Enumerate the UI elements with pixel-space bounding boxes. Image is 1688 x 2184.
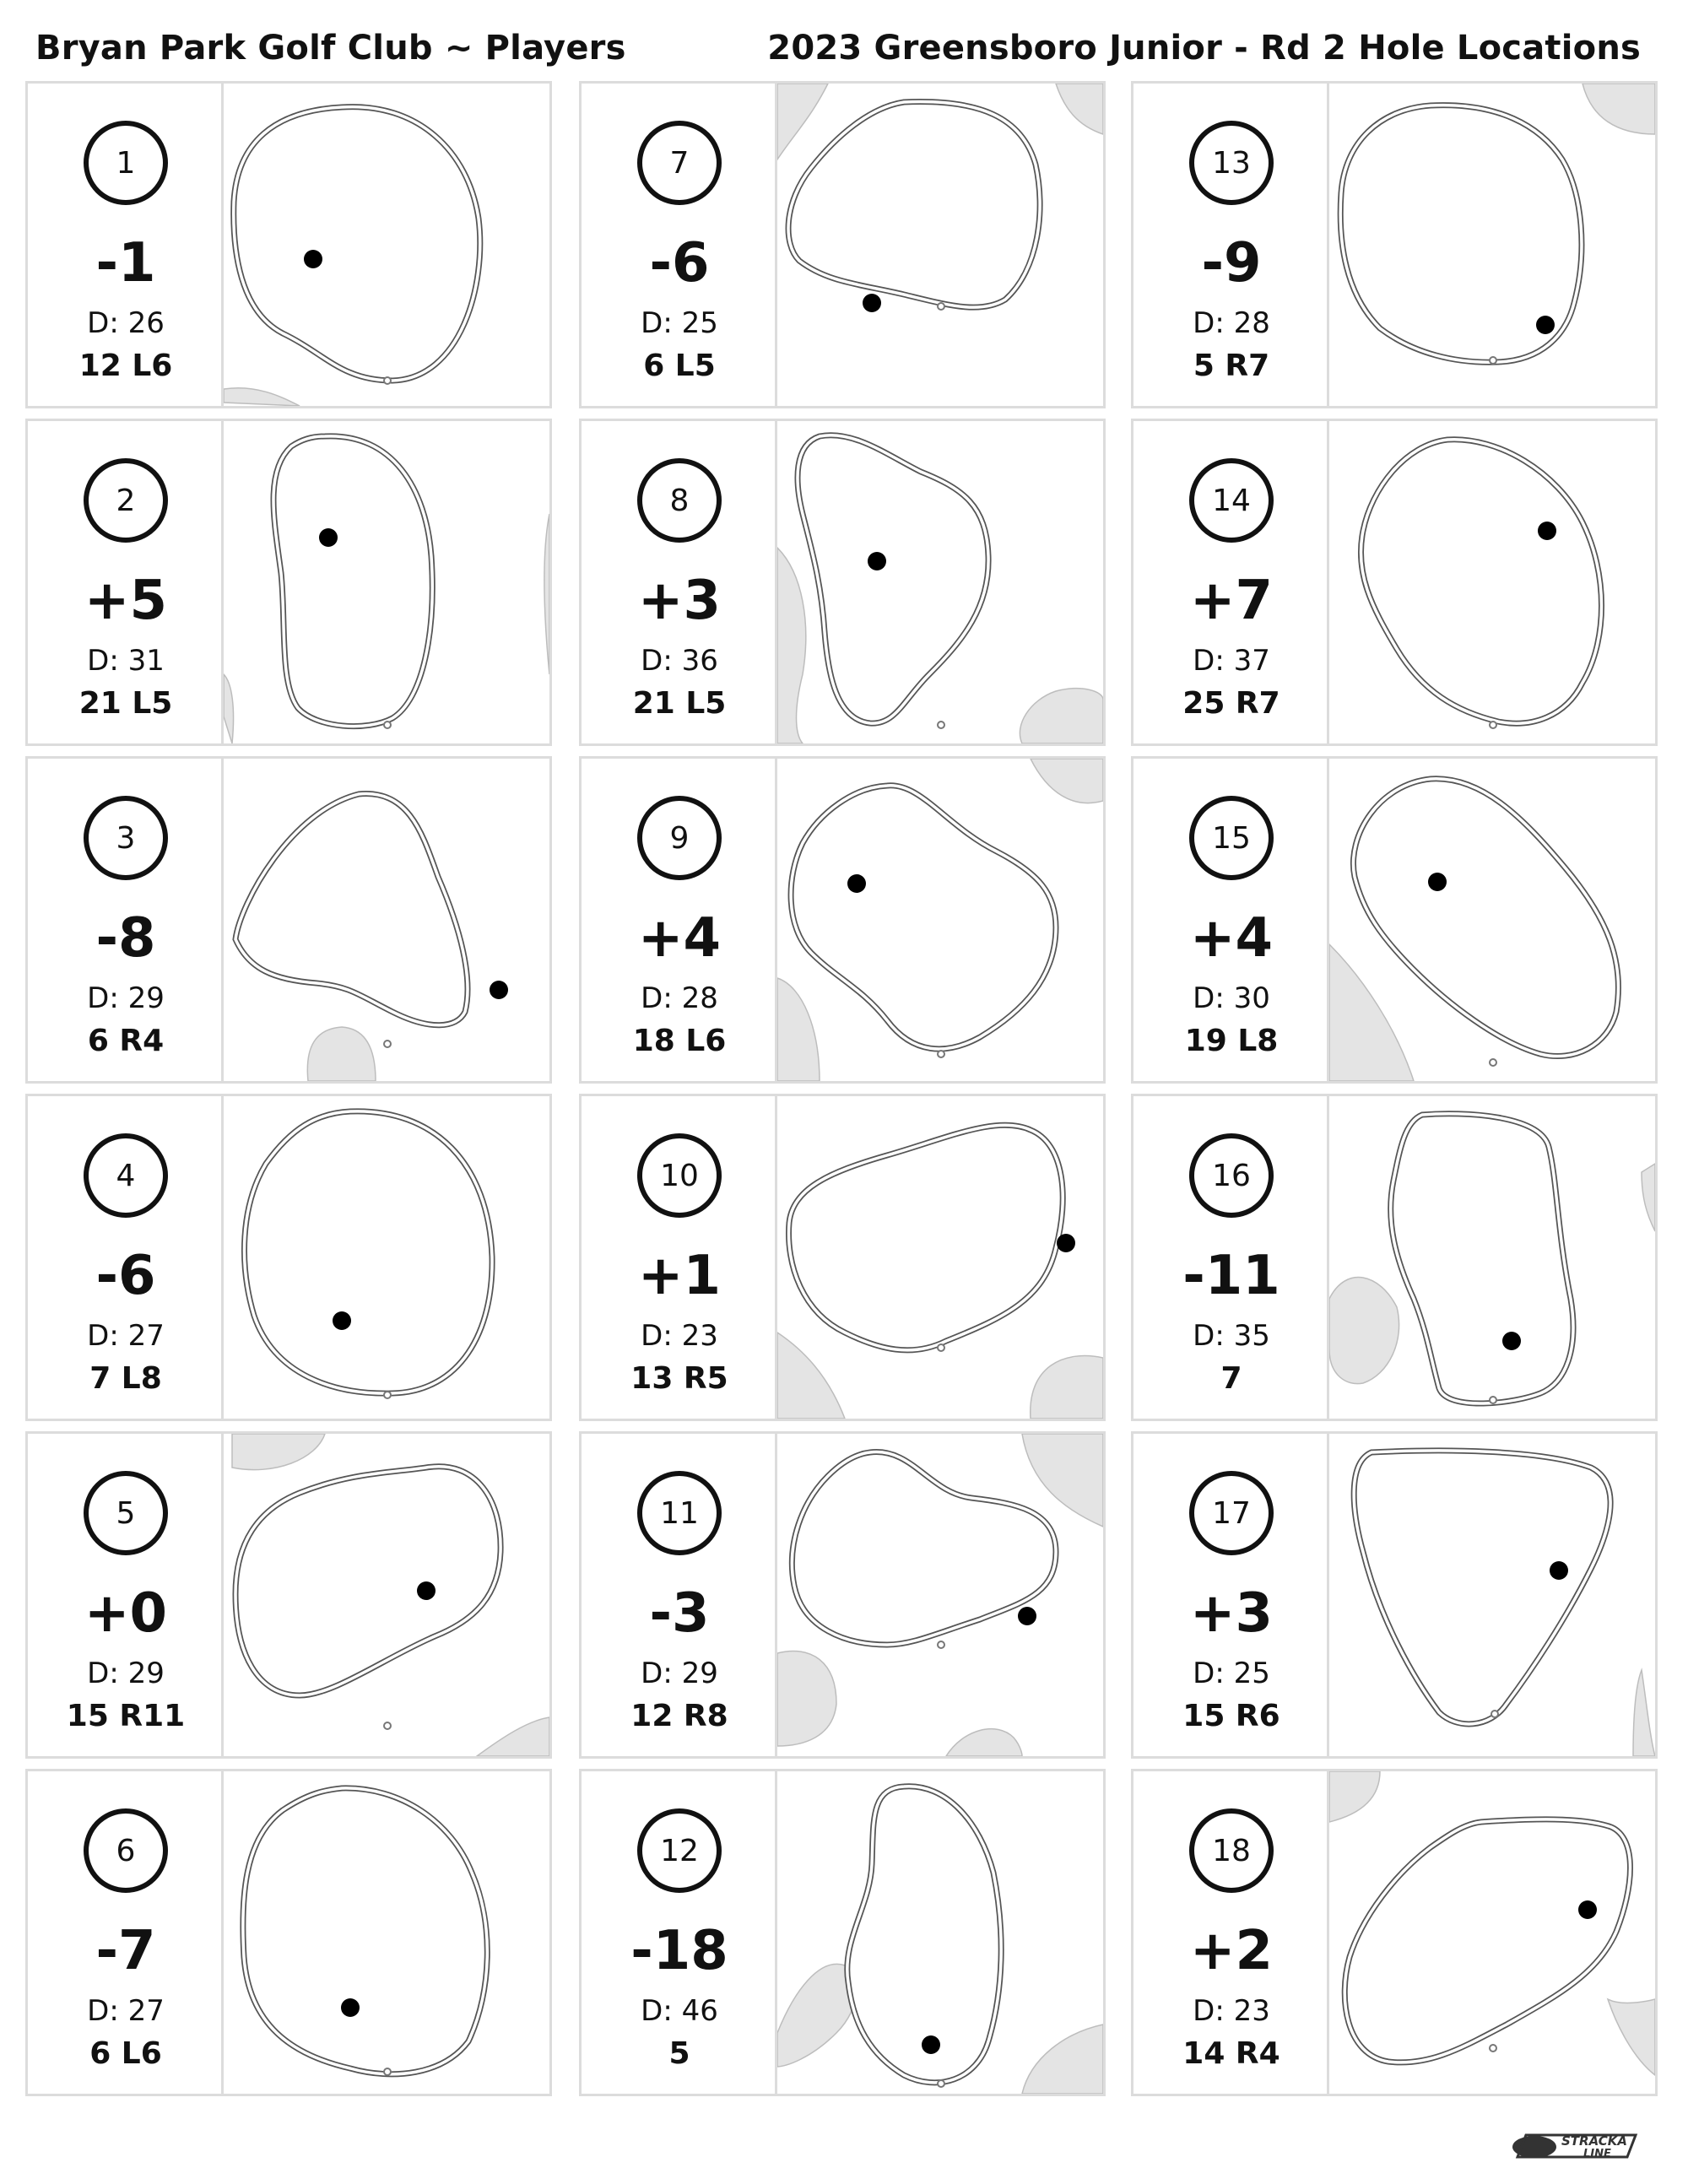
hole-score: +4 — [1189, 907, 1274, 970]
green-diagram — [777, 84, 1103, 406]
pin-position: 7 — [1220, 1361, 1242, 1396]
hole-card-6 — [25, 1769, 552, 2096]
hole-score: -3 — [649, 1582, 710, 1645]
bunker-hazard — [1329, 1771, 1380, 1822]
hole-info — [1133, 421, 1329, 743]
green-diagram — [777, 759, 1103, 1081]
pin-position: 18 L6 — [632, 1024, 727, 1058]
bunker-hazard — [232, 1434, 325, 1470]
hole-info — [582, 1771, 777, 2094]
hole-number: 9 — [637, 796, 722, 880]
sprinkler-marker — [384, 722, 391, 728]
pin-dot — [417, 1581, 436, 1600]
bunker-hazard — [1056, 84, 1103, 134]
pin-position: 12 R8 — [630, 1699, 728, 1733]
green-outline — [234, 107, 480, 381]
green-depth: D: 29 — [87, 981, 165, 1015]
pin-dot — [1538, 522, 1556, 540]
green-depth: D: 27 — [87, 1994, 165, 2028]
hole-card-7 — [579, 81, 1106, 408]
pin-dot — [1018, 1607, 1036, 1625]
bunker-hazard — [1031, 759, 1103, 803]
green-outline — [1344, 1819, 1630, 2062]
sprinkler-marker — [938, 722, 944, 728]
hole-number: 4 — [84, 1133, 168, 1218]
sprinkler-marker — [1490, 2045, 1496, 2052]
course-title: Bryan Park Golf Club ~ Players — [35, 29, 626, 68]
green-outline — [1353, 779, 1618, 1057]
hole-score: +3 — [637, 570, 722, 632]
pin-position: 6 R4 — [87, 1024, 165, 1058]
pin-position: 21 L5 — [78, 686, 173, 721]
hole-number: 2 — [84, 458, 168, 543]
hole-number: 1 — [84, 121, 168, 205]
bunker-hazard — [1582, 84, 1655, 134]
pin-position: 21 L5 — [632, 686, 727, 721]
green-diagram — [777, 421, 1103, 743]
hole-card-8 — [579, 419, 1106, 746]
sprinkler-marker — [384, 1041, 391, 1047]
event-title: 2023 Greensboro Junior - Rd 2 Hole Locations — [767, 29, 1641, 68]
hole-score: -8 — [95, 907, 156, 970]
hole-card-13 — [1131, 81, 1658, 408]
hole-score: -1 — [95, 232, 156, 295]
green-outline — [1391, 1114, 1573, 1403]
green-diagram — [224, 1096, 549, 1419]
hole-score: +3 — [1189, 1582, 1274, 1645]
hole-card-16 — [1131, 1094, 1658, 1421]
bunker-hazard — [777, 1652, 836, 1747]
green-diagram — [224, 1434, 549, 1756]
green-depth: D: 25 — [641, 306, 718, 340]
bunker-hazard — [777, 1964, 857, 2067]
hole-card-3 — [25, 756, 552, 1084]
green-diagram — [1329, 421, 1655, 743]
hole-card-12 — [579, 1769, 1106, 2096]
sprinkler-marker — [938, 1051, 944, 1057]
hole-number: 18 — [1189, 1808, 1274, 1893]
pin-position: 19 L8 — [1184, 1024, 1279, 1058]
green-outline — [792, 1452, 1056, 1645]
green-diagram — [224, 1771, 549, 2094]
svg-text:LINE: LINE — [1583, 2148, 1611, 2160]
hole-card-17 — [1131, 1431, 1658, 1759]
green-outline — [243, 1788, 487, 2074]
pin-dot — [1550, 1561, 1568, 1580]
pin-position: 5 — [668, 2036, 690, 2071]
pin-dot — [341, 1998, 360, 2017]
pin-position: 6 L5 — [643, 349, 716, 383]
pin-dot — [1057, 1234, 1075, 1252]
hole-card-4 — [25, 1094, 552, 1421]
green-depth: D: 35 — [1193, 1319, 1270, 1353]
green-depth: D: 29 — [87, 1657, 165, 1690]
sprinkler-marker — [1490, 1059, 1496, 1066]
hole-info — [1133, 759, 1329, 1081]
green-depth: D: 37 — [1193, 644, 1270, 678]
hole-info — [28, 1096, 224, 1419]
hole-info — [582, 1096, 777, 1419]
hole-info — [28, 1771, 224, 2094]
hole-score: -18 — [630, 1920, 728, 1982]
pin-dot — [304, 250, 322, 268]
pin-dot — [1502, 1332, 1521, 1350]
bunker-hazard — [1642, 1164, 1655, 1231]
hole-number: 15 — [1189, 796, 1274, 880]
hole-score: +4 — [637, 907, 722, 970]
green-outline — [1354, 1451, 1610, 1724]
green-depth: D: 25 — [1193, 1657, 1270, 1690]
pin-position: 15 R11 — [66, 1699, 186, 1733]
bunker-hazard — [224, 674, 234, 743]
bunker-hazard — [1031, 1356, 1103, 1419]
hole-score: +0 — [84, 1582, 168, 1645]
hole-card-18 — [1131, 1769, 1658, 2096]
green-diagram — [1329, 1771, 1655, 2094]
sprinkler-marker — [938, 1641, 944, 1648]
green-outline — [235, 1467, 500, 1695]
bunker-hazard — [1329, 944, 1414, 1081]
bunker-hazard — [544, 514, 549, 674]
hole-card-15 — [1131, 756, 1658, 1084]
green-outline — [798, 435, 988, 723]
sprinkler-marker — [1491, 1711, 1498, 1717]
hole-number: 13 — [1189, 121, 1274, 205]
hole-card-11 — [579, 1431, 1106, 1759]
green-outline — [789, 1125, 1063, 1350]
green-diagram — [224, 421, 549, 743]
bunker-hazard — [777, 978, 820, 1081]
stracka-line-logo — [1509, 2123, 1644, 2165]
hole-card-5 — [25, 1431, 552, 1759]
bunker-hazard — [477, 1717, 549, 1756]
pin-position: 13 R5 — [630, 1361, 728, 1396]
pin-position: 14 R4 — [1182, 2036, 1280, 2071]
green-depth: D: 36 — [641, 644, 718, 678]
pin-dot — [1428, 873, 1447, 891]
green-depth: D: 28 — [641, 981, 718, 1015]
green-outline — [847, 1787, 1001, 2083]
pin-dot — [847, 874, 866, 893]
green-diagram — [1329, 84, 1655, 406]
pin-dot — [319, 528, 338, 547]
hole-score: -11 — [1182, 1245, 1280, 1307]
svg-text:STRACKA: STRACKA — [1561, 2133, 1627, 2149]
hole-number: 3 — [84, 796, 168, 880]
pin-position: 5 R7 — [1193, 349, 1270, 383]
green-diagram — [1329, 1096, 1655, 1419]
green-diagram — [777, 1434, 1103, 1756]
hole-number: 12 — [637, 1808, 722, 1893]
pin-position: 25 R7 — [1182, 686, 1280, 721]
pin-position: 15 R6 — [1182, 1699, 1280, 1733]
green-diagram — [777, 1771, 1103, 2094]
green-depth: D: 23 — [1193, 1994, 1270, 2028]
green-depth: D: 28 — [1193, 306, 1270, 340]
green-depth: D: 30 — [1193, 981, 1270, 1015]
hole-number: 17 — [1189, 1471, 1274, 1555]
green-diagram — [224, 759, 549, 1081]
hole-number: 6 — [84, 1808, 168, 1893]
bunker-hazard — [1020, 689, 1103, 743]
hole-number: 14 — [1189, 458, 1274, 543]
hole-info — [28, 421, 224, 743]
hole-info — [1133, 84, 1329, 406]
bunker-hazard — [307, 1027, 376, 1081]
green-depth: D: 31 — [87, 644, 165, 678]
hole-score: +7 — [1189, 570, 1274, 632]
hole-info — [28, 1434, 224, 1756]
green-depth: D: 23 — [641, 1319, 718, 1353]
hole-card-14 — [1131, 419, 1658, 746]
pin-dot — [490, 981, 508, 999]
hole-card-2 — [25, 419, 552, 746]
pin-dot — [868, 552, 886, 570]
hole-score: -9 — [1201, 232, 1262, 295]
bunker-hazard — [777, 1333, 845, 1419]
pin-position: 12 L6 — [78, 349, 173, 383]
hole-score: +1 — [637, 1245, 722, 1307]
green-diagram — [1329, 759, 1655, 1081]
bunker-hazard — [224, 388, 300, 406]
pin-dot — [863, 294, 881, 312]
green-depth: D: 27 — [87, 1319, 165, 1353]
bunker-hazard — [1608, 1999, 1655, 2075]
pin-dot — [1536, 316, 1555, 334]
sprinkler-marker — [1490, 1397, 1496, 1403]
sprinkler-marker — [938, 2080, 944, 2087]
pin-position: 7 L8 — [89, 1361, 162, 1396]
sprinkler-marker — [384, 1392, 391, 1398]
green-diagram — [777, 1096, 1103, 1419]
sprinkler-marker — [1490, 722, 1496, 728]
hole-number: 11 — [637, 1471, 722, 1555]
hole-number: 8 — [637, 458, 722, 543]
green-depth: D: 26 — [87, 306, 165, 340]
hole-info — [1133, 1096, 1329, 1419]
hole-card-1 — [25, 81, 552, 408]
hole-score: -7 — [95, 1920, 156, 1982]
hole-number: 5 — [84, 1471, 168, 1555]
pin-position: 6 L6 — [89, 2036, 162, 2071]
hole-score: +2 — [1189, 1920, 1274, 1982]
hole-card-9 — [579, 756, 1106, 1084]
green-depth: D: 46 — [641, 1994, 718, 2028]
bunker-hazard — [777, 84, 828, 159]
pin-dot — [922, 2035, 940, 2054]
hole-score: +5 — [84, 570, 168, 632]
hole-number: 10 — [637, 1133, 722, 1218]
hole-score: -6 — [95, 1245, 156, 1307]
sprinkler-marker — [938, 303, 944, 310]
pin-dot — [333, 1311, 351, 1330]
hole-info — [582, 84, 777, 406]
hole-number: 16 — [1189, 1133, 1274, 1218]
hole-info — [1133, 1434, 1329, 1756]
bunker-hazard — [1329, 1278, 1399, 1384]
hole-info — [582, 421, 777, 743]
hole-info — [582, 759, 777, 1081]
sprinkler-marker — [1490, 357, 1496, 364]
bunker-hazard — [1022, 2025, 1103, 2094]
hole-score: -6 — [649, 232, 710, 295]
green-diagram — [1329, 1434, 1655, 1756]
hole-number: 7 — [637, 121, 722, 205]
sprinkler-marker — [384, 377, 391, 384]
hole-card-10 — [579, 1094, 1106, 1421]
hole-info — [28, 759, 224, 1081]
bunker-hazard — [777, 548, 806, 743]
hole-info — [1133, 1771, 1329, 2094]
sprinkler-marker — [384, 1722, 391, 1729]
hole-info — [582, 1434, 777, 1756]
green-outline — [1361, 440, 1601, 723]
green-depth: D: 29 — [641, 1657, 718, 1690]
pin-dot — [1578, 1900, 1597, 1919]
hole-info — [28, 84, 224, 406]
bunker-hazard — [946, 1729, 1022, 1756]
bunker-hazard — [1633, 1670, 1655, 1756]
green-diagram — [224, 84, 549, 406]
sprinkler-marker — [938, 1344, 944, 1351]
sprinkler-marker — [384, 2068, 391, 2075]
